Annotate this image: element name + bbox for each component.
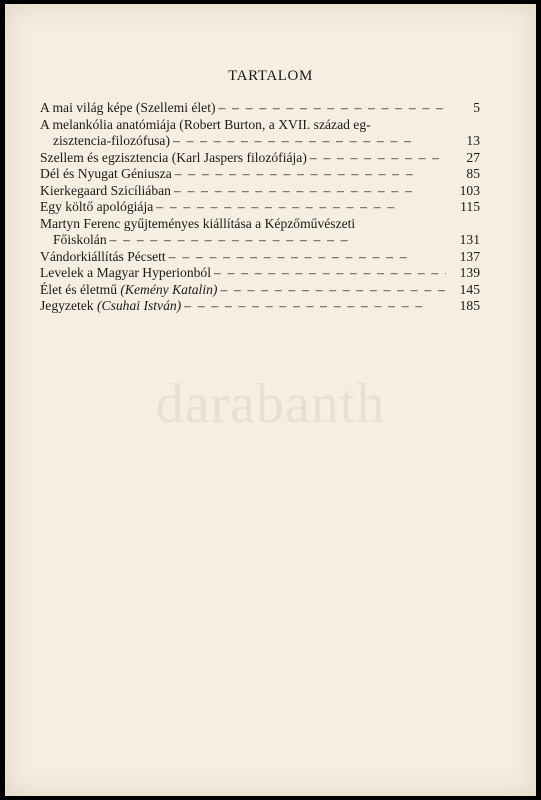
dot-leader	[166, 249, 446, 266]
toc-entry	[40, 117, 480, 150]
toc-entry	[40, 282, 480, 299]
toc-entry-title-text: Jegyzetek	[40, 298, 97, 313]
toc-page-number: 137	[459, 248, 480, 264]
toc-entry	[40, 249, 480, 266]
toc-page-number: 5	[473, 100, 480, 115]
toc-entry	[40, 298, 480, 315]
toc-entry-title	[40, 282, 217, 299]
toc-entry	[40, 199, 480, 216]
toc-page-number: 139	[459, 265, 480, 280]
toc-entry-title: Kierkegaard Szicíliában	[40, 182, 171, 198]
table-of-contents	[40, 100, 480, 315]
toc-page-number: 27	[466, 149, 480, 165]
toc-entry	[40, 265, 480, 282]
toc-entry-title: Levelek a Magyar Hyperionból	[40, 265, 211, 280]
toc-entry-title-line2: Főiskolán	[53, 232, 107, 247]
toc-entry	[40, 216, 480, 249]
dot-leader	[107, 232, 446, 249]
toc-entry-title	[40, 298, 181, 315]
book-page	[5, 4, 536, 796]
dot-leader	[171, 183, 446, 200]
dot-leader	[181, 298, 446, 315]
watermark: darabanth	[155, 373, 386, 435]
toc-entry	[40, 166, 480, 183]
page-title: TARTALOM	[228, 68, 313, 84]
toc-entry	[40, 183, 480, 200]
toc-entry-title: Egy költő apológiája	[40, 199, 154, 214]
dot-leader	[211, 265, 446, 282]
toc-page-number: 185	[459, 298, 480, 313]
toc-entry-title-line2: zisztencia-filozófusa)	[53, 133, 170, 148]
dot-leader	[217, 282, 446, 299]
dot-leader	[216, 100, 446, 117]
toc-entry-author: (Csuhai István)	[97, 298, 182, 313]
toc-entry	[40, 150, 480, 167]
toc-page-number: 85	[466, 166, 480, 181]
toc-page-number: 115	[460, 199, 480, 214]
toc-entry-title: Szellem és egzisztencia (Karl Jaspers filozófiája)	[40, 149, 307, 165]
toc-page-number: 145	[459, 281, 480, 297]
toc-page-number: 13	[466, 133, 480, 148]
toc-entry-title: Vándorkiállítás Pécsett	[40, 248, 166, 264]
toc-entry-title-line1: A melankólia anatómiája (Robert Burton, a XVII. század eg-	[40, 116, 371, 132]
dot-leader	[153, 199, 446, 216]
dot-leader	[170, 133, 446, 150]
toc-entry	[40, 100, 480, 117]
toc-entry-title: A mai világ képe (Szellemi élet)	[40, 100, 216, 115]
toc-entry-author: (Kemény Katalin)	[120, 281, 218, 297]
toc-entry-title-line1: Martyn Ferenc gyűjteményes kiállítása a Képzőművészeti	[40, 215, 356, 231]
dot-leader	[307, 150, 446, 167]
dot-leader	[172, 166, 446, 183]
toc-entry-title: Dél és Nyugat Géniusza	[40, 166, 172, 181]
toc-page-number: 131	[459, 232, 480, 247]
toc-entry-title-text: Élet és életmű	[40, 281, 121, 297]
toc-page-number: 103	[459, 182, 480, 198]
